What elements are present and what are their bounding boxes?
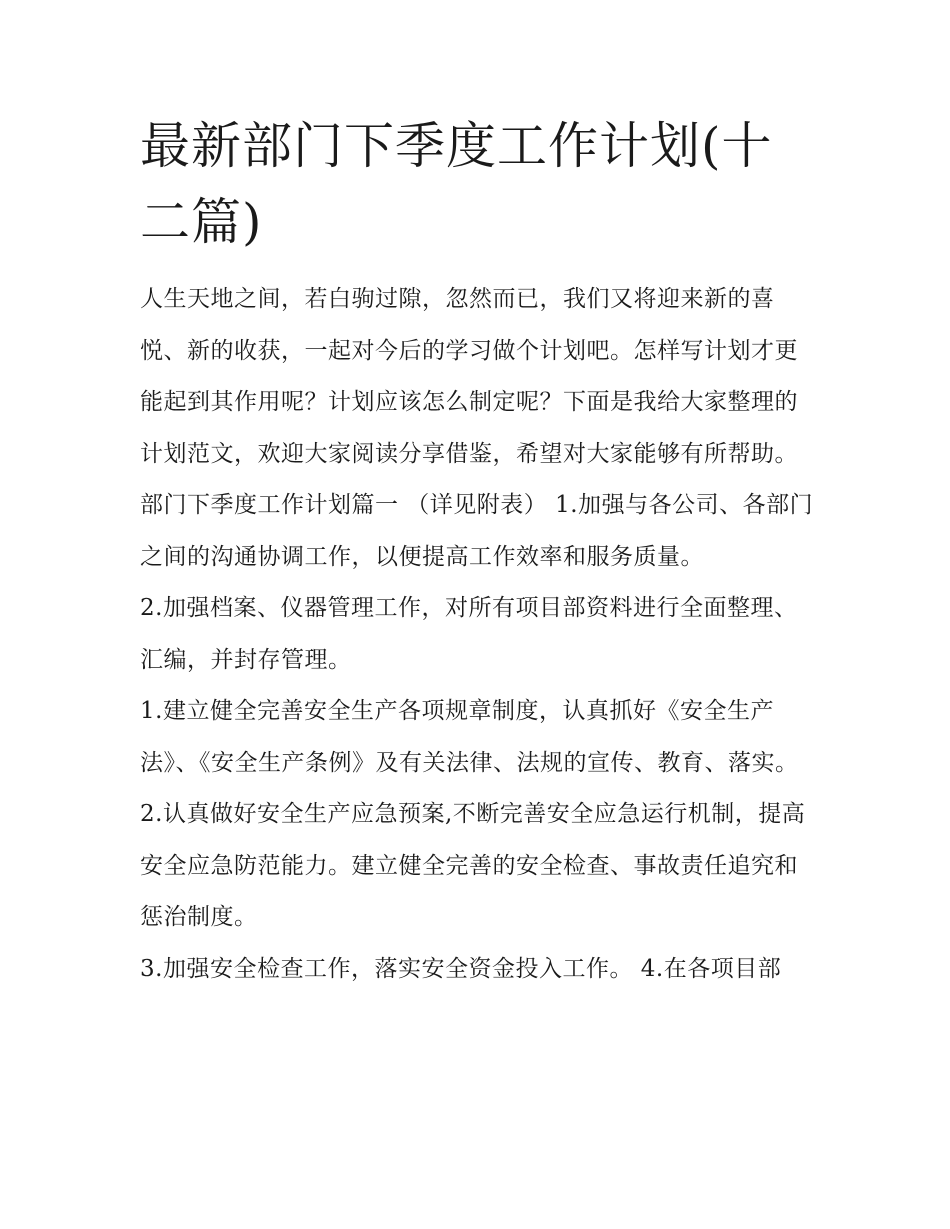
intro-paragraph: 人生天地之间，若白驹过隙，忽然而已，我们又将迎来新的喜悦、新的收获，一起对今后的学习做个计划吧。怎样写计划才更能起到其作用呢？计划应该怎么制定呢？下面是我给大家整理的计划范文，欢迎大家阅读分享借鉴，希望对大家能够有所帮助。 xyxy=(140,286,798,467)
safety-inspection-paragraph: 3.加强安全检查工作，落实安全资金投入工作。 4.在各项目部 xyxy=(140,955,782,982)
safety-rules-paragraph: 1.建立健全完善安全生产各项规章制度，认真抓好《安全生产法》、《安全生产条例》及有关法律、法规的宣传、教育、落实。 xyxy=(140,698,799,776)
document-title: 最新部门下季度工作计划(十二篇) xyxy=(140,117,773,251)
section-one-paragraph: 部门下季度工作计划篇一 （详见附表） 1.加强与各公司、各部门之间的沟通协调工作，以便提高工作效率和服务质量。 xyxy=(140,492,814,570)
archive-paragraph: 2.加强档案、仪器管理工作，对所有项目部资料进行全面整理、汇编，并封存管理。 xyxy=(140,595,798,673)
document-page xyxy=(140,108,820,995)
emergency-plan-paragraph: 2.认真做好安全生产应急预案,不断完善安全应急运行机制，提高安全应急防范能力。建立健全完善的安全检查、事故责任追究和惩治制度。 xyxy=(140,801,806,930)
